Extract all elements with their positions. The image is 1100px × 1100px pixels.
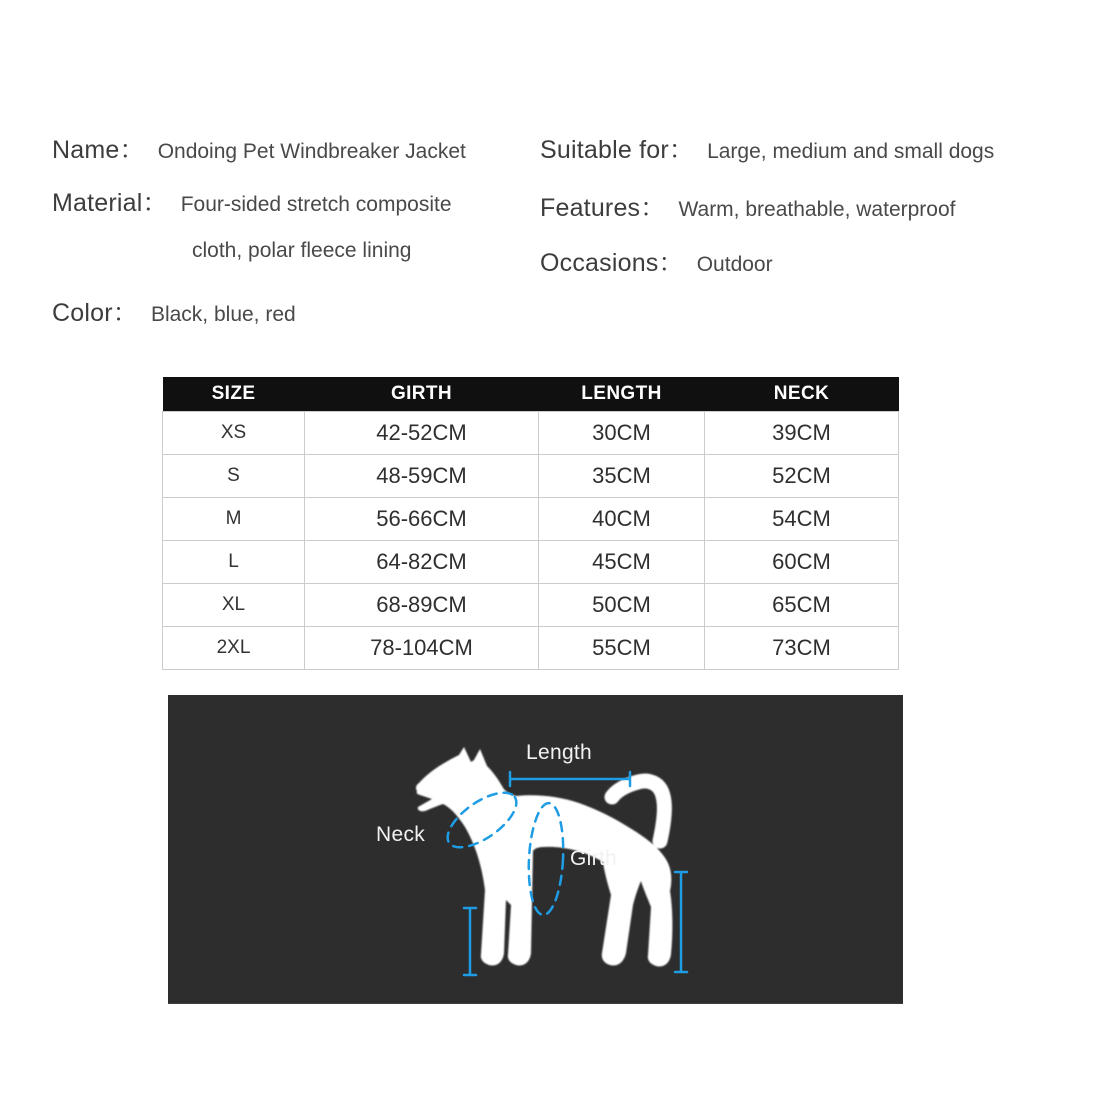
name-label: Name： — [52, 136, 145, 164]
cell-length: 50CM — [539, 584, 705, 627]
table-row-xs — [163, 412, 899, 455]
name-value: Ondoing Pet Windbreaker Jacket — [157, 140, 466, 163]
suitable-for-label: Suitable for： — [540, 136, 695, 164]
material-value: Four-sided stretch composite — [180, 193, 452, 216]
info-row-material — [52, 183, 452, 219]
cell-girth: 68-89CM — [305, 584, 539, 627]
table-row-l — [163, 541, 899, 584]
cell-neck: 54CM — [705, 498, 899, 541]
cell-size: S — [163, 455, 305, 498]
info-row-occasions — [540, 243, 773, 279]
cell-size: M — [163, 498, 305, 541]
cell-girth: 56-66CM — [305, 498, 539, 541]
occasions-label: Occasions： — [540, 249, 684, 277]
rear-height-measure-line — [675, 872, 687, 972]
features-label: Features： — [540, 194, 666, 222]
size-chart-table — [162, 377, 899, 670]
cell-neck: 73CM — [705, 627, 899, 670]
info-row-features — [540, 188, 955, 224]
cell-length: 35CM — [539, 455, 705, 498]
cell-girth: 48-59CM — [305, 455, 539, 498]
features-value: Warm, breathable, waterproof — [678, 198, 956, 221]
cell-size: 2XL — [163, 627, 305, 670]
table-row-m — [163, 498, 899, 541]
girth-label: Girth — [570, 847, 618, 870]
cell-length: 40CM — [539, 498, 705, 541]
cell-girth: 64-82CM — [305, 541, 539, 584]
info-row-name — [52, 130, 466, 166]
cell-length: 45CM — [539, 541, 705, 584]
col-header-size: SIZE — [163, 377, 305, 412]
suitable-for-value: Large, medium and small dogs — [707, 140, 995, 163]
cell-length: 30CM — [539, 412, 705, 455]
cell-neck: 52CM — [705, 455, 899, 498]
length-measure-line — [510, 772, 630, 786]
cell-size: XL — [163, 584, 305, 627]
length-label: Length — [526, 741, 593, 764]
material-label: Material： — [52, 189, 168, 217]
cell-neck: 60CM — [705, 541, 899, 584]
size-chart-header-row — [163, 377, 899, 412]
col-header-neck: NECK — [705, 377, 899, 412]
color-label: Color： — [52, 299, 138, 327]
col-header-length: LENGTH — [539, 377, 705, 412]
cell-length: 55CM — [539, 627, 705, 670]
cell-neck: 39CM — [705, 412, 899, 455]
cell-neck: 65CM — [705, 584, 899, 627]
table-row-2xl — [163, 627, 899, 670]
cell-girth: 42-52CM — [305, 412, 539, 455]
cell-size: XS — [163, 412, 305, 455]
occasions-value: Outdoor — [696, 253, 773, 276]
table-row-s — [163, 455, 899, 498]
material-value-line2: cloth, polar fleece lining — [192, 239, 412, 262]
cell-size: L — [163, 541, 305, 584]
front-height-measure-line — [464, 908, 476, 975]
measurement-diagram-panel — [168, 695, 903, 1004]
info-row-suitable-for — [540, 130, 994, 166]
col-header-girth: GIRTH — [305, 377, 539, 412]
table-row-xl — [163, 584, 899, 627]
cell-girth: 78-104CM — [305, 627, 539, 670]
color-value: Black, blue, red — [150, 303, 296, 326]
neck-label: Neck — [376, 823, 426, 846]
info-row-color — [52, 293, 296, 329]
